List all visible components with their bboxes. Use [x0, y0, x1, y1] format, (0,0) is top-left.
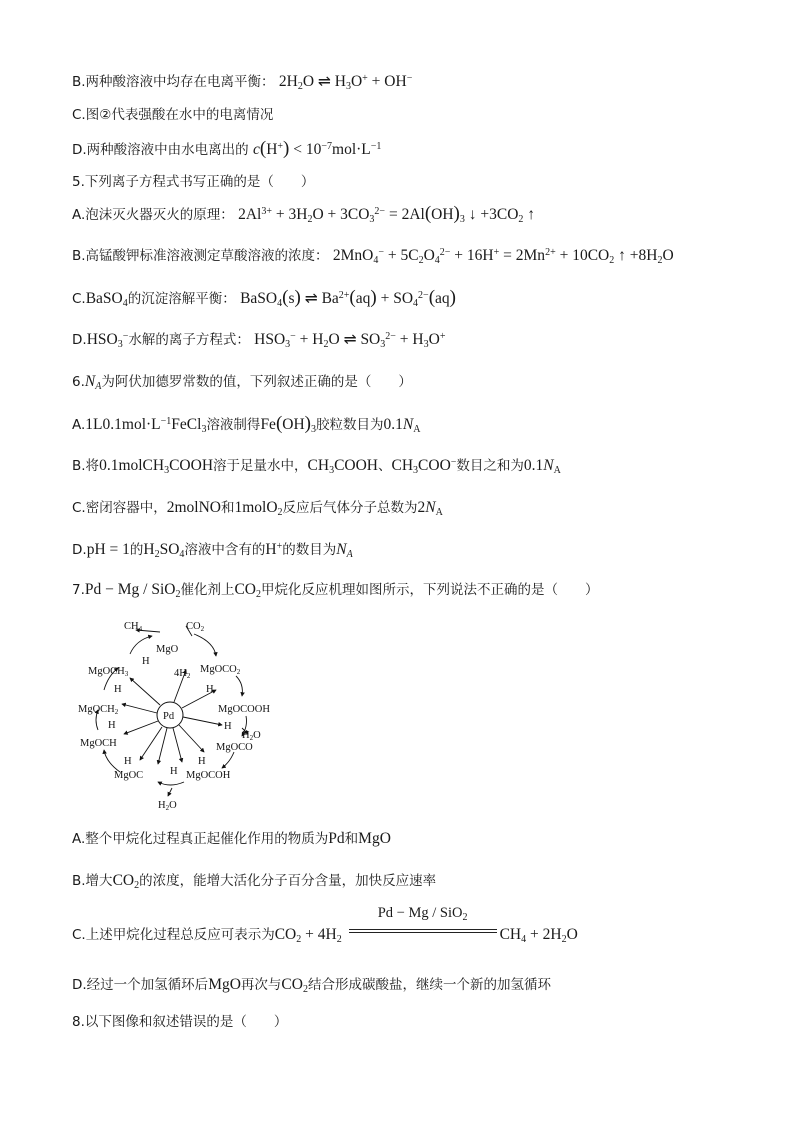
label-co2: CO2: [186, 621, 205, 633]
label-mgoco2: MgOCO2: [200, 664, 241, 676]
option-7a: A.整个甲烷化过程真正起催化作用的物质为Pd和MgO: [72, 830, 391, 847]
option-7d: D.经过一个加氢循环后MgO再次与$CO_2$结合形成碳酸盐，继续一个新的加氢循环: [72, 976, 551, 995]
label-mgoco: MgOCO: [216, 742, 253, 753]
methanation-mechanism-diagram: [74, 612, 290, 818]
label-mgoc: MgOC: [114, 770, 144, 781]
label-h-h: H: [198, 756, 206, 767]
water-equilibrium: $2H_2O$ ⇌ $H_3O^+ + OH^-$: [278, 73, 413, 92]
label-mgoch: MgOCH: [80, 738, 117, 749]
label-pd: Pd: [163, 711, 175, 722]
reaction-condition-arrow: Pd − Mg / SiO$_2$: [346, 925, 500, 945]
option-6a: $A.1L0.1mol\cdot L^{-1}FeCl_3$溶液制得$Fe(OH)_3$胶粒数目为$0.1N_A$: [72, 413, 421, 435]
label-h-c: H: [206, 684, 214, 695]
option-7b: B.增大$CO_2$的浓度，能增大活化分子百分含量，加快反应速率: [72, 872, 437, 891]
label-h-a: H: [142, 656, 150, 667]
label-h-b: H: [114, 684, 122, 695]
option-6c: C.密闭容器中，2molNO和1molO$_2$反应后气体分子总数为$2N_A$: [72, 499, 443, 518]
label-h2o-right: H2O: [242, 730, 261, 742]
option-6d: D.pH = 1的$H_2SO_4$溶液中含有的H+的数目为$N_A$: [72, 541, 353, 560]
option-4b: B.两种酸溶液中均存在电离平衡： $2H_2O$ ⇌ $H_3O^+ + OH^-$: [72, 73, 413, 92]
question-5: 5.下列离子方程式书写正确的是（ ）: [72, 174, 315, 190]
label-mgocooh: MgOCOOH: [218, 704, 270, 715]
question-7: 7.Pd − Mg / SiO$_2$催化剂上$CO_2$甲烷化反应机理如图所示，下列说法不正确的是（ ）: [72, 581, 599, 600]
option-5c: C.BaSO$_4$的沉淀溶解平衡： BaSO$_4$(s) ⇌ $Ba^{2+}(aq) + SO_4^{2-}(aq)$: [72, 287, 456, 309]
question-6: $6.N_A$为阿伏加德罗常数的值，下列叙述正确的是（ ）: [72, 373, 412, 392]
option-5d: $D.HSO_3^-$水解的离子方程式： $HSO_3^- + H_2O$ ⇌ $SO_3^{2-} + H_3O^+$: [72, 331, 446, 350]
label-mgoch2: MgOCH2: [78, 704, 119, 716]
label-ch4: CH4: [124, 621, 143, 633]
label-mgocoh: MgOCOH: [186, 770, 231, 781]
option-4c: C.图②代表强酸在水中的电离情况: [72, 107, 274, 123]
label-h-f: H: [124, 756, 132, 767]
question-8: 8.以下图像和叙述错误的是（ ）: [72, 1014, 288, 1030]
option-6b: B.将0.1molCH$_3$COOH溶于足量水中，$CH_3COOH$、$CH_3COO^-$数目之和为$0.1N_A$: [72, 457, 561, 476]
label-h2o-bottom: H2O: [158, 800, 177, 812]
label-h-e: H: [224, 721, 232, 732]
option-4d: D.两种酸溶液中由水电离出的 $c(H^+) < 10^{-7}mol\cdot L^{-1}$: [72, 138, 382, 159]
option-5b: B.高锰酸钾标准溶液测定草酸溶液的浓度： $2MnO_4^- + 5C_2O_4^{2-} + 16H^+ = 2Mn^{2+} + 10CO_2$ ↑ $+8H_2O$: [72, 247, 674, 266]
label-4h2: 4H2: [174, 668, 191, 680]
label-h-d: H: [108, 720, 116, 731]
label-h-g: H: [170, 766, 178, 777]
label-mgoch3: MgOCH3: [88, 666, 129, 678]
option-5a: A.泡沫灭火器灭火的原理： $2Al^{3+} + 3H_2O + 3CO_3^{2-} = 2Al(OH)_3$ ↓ $+3CO_2$ ↑: [72, 203, 536, 225]
label-mgo: MgO: [156, 644, 179, 655]
option-7c: C.上述甲烷化过程总反应可表示为$CO_2 + 4H_2$ Pd − Mg / SiO$_2$ $CH_4 + 2H_2O$: [72, 905, 578, 945]
